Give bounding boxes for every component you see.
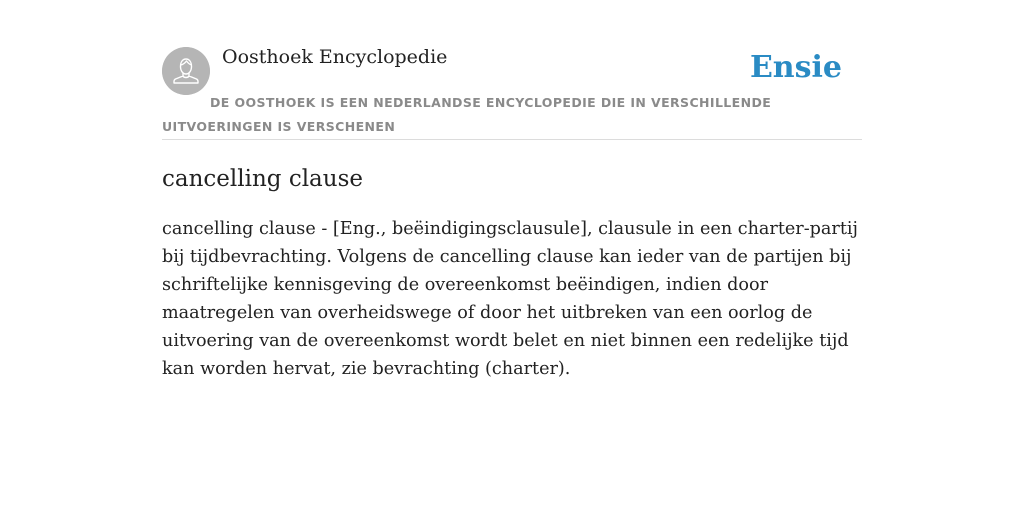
- entry-title: cancelling clause: [162, 166, 363, 192]
- entry-body: cancelling clause - [Eng., beëindigingsclausule], clausule in een charter-partij bij tijdbevrachting. Volgens de cancelling clause kan ieder van de partijen bij schriftelijke kennisgeving de overeenkomst beëindigen, indien door maatregelen van overheidswege of door het uitbreken van een oorlog de uitvoering van de overeenkomst wordt belet en niet binnen een redelijke tijd kan worden hervat, zie bevrachting (charter).: [162, 219, 858, 379]
- page-container: [162, 46, 862, 383]
- brand-logo[interactable]: Ensie: [749, 50, 842, 85]
- source-description: DE OOSTHOEK IS EEN NEDERLANDSE ENCYCLOPEDIE DIE IN VERSCHILLENDE UITVOERINGEN IS VERSCHENEN: [162, 95, 772, 134]
- source-header: [162, 46, 862, 140]
- source-title[interactable]: Oosthoek Encyclopedie: [222, 46, 448, 68]
- user-icon: [162, 47, 210, 95]
- avatar[interactable]: [162, 47, 210, 95]
